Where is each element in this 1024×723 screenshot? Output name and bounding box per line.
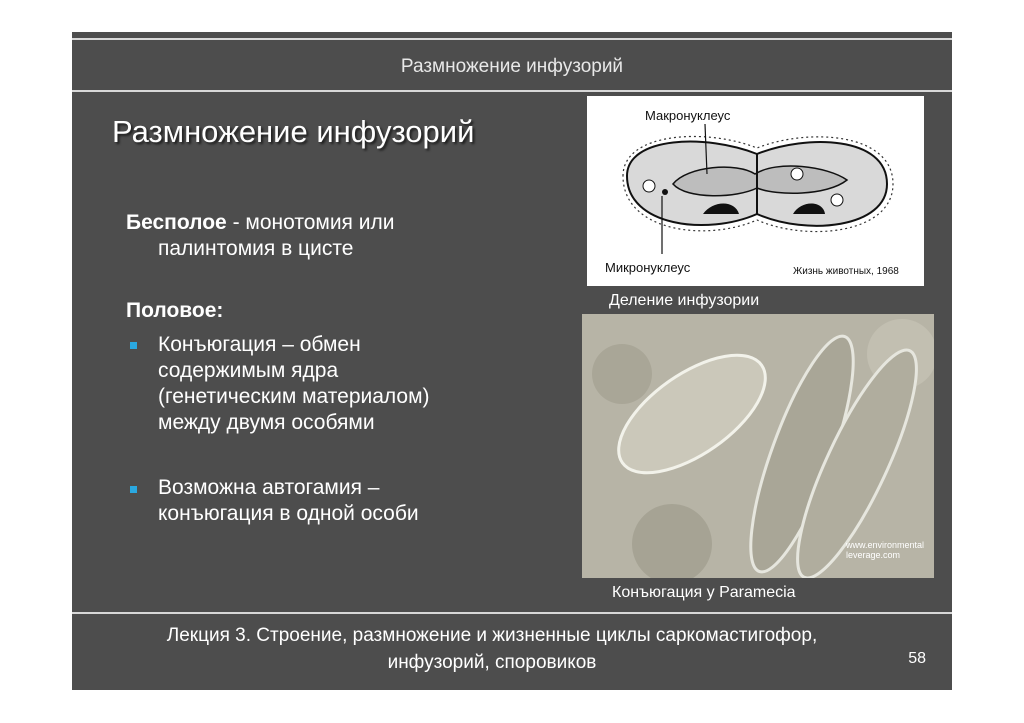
- asexual-term: Бесполое: [126, 211, 227, 234]
- micrograph-illustration: [582, 314, 934, 578]
- division-caption: Деление инфузории: [609, 292, 760, 309]
- conjugation-photo: [582, 314, 934, 578]
- bullet-marker: [130, 486, 137, 493]
- watermark-line2: leverage.com: [845, 550, 900, 560]
- bullet-1-line4: между двумя особями: [158, 411, 375, 434]
- slide-title: Размножение инфузорий: [112, 114, 475, 149]
- top-rule: [72, 38, 952, 40]
- photo-watermark: [846, 540, 924, 560]
- footer-line1: Лекция 3. Строение, размножение и жизненные циклы саркомастигофор,: [166, 625, 818, 646]
- page-number: 58: [908, 650, 926, 667]
- micronucleus-label: Микронуклеус: [605, 260, 691, 275]
- footer-rule: [72, 612, 952, 614]
- conjugation-caption: Конъюгация у Paramecia: [612, 584, 796, 601]
- bullet-1-line3: (генетическим материалом): [158, 385, 430, 408]
- header-rule: [72, 90, 952, 92]
- division-diagram: [587, 96, 924, 286]
- bullet-marker: [130, 342, 137, 349]
- bullet-2-line2: конъюгация в одной особи: [158, 502, 419, 525]
- asexual-line1: [126, 210, 394, 236]
- slide: [72, 32, 952, 690]
- macronucleus-label: Макронуклеус: [645, 108, 731, 123]
- asexual-line2: палинтомия в цисте: [158, 237, 354, 260]
- bullet-2-line1: Возможна автогамия –: [158, 476, 380, 499]
- sexual-heading: Половое:: [126, 299, 224, 322]
- figure-source: Жизнь животных, 1968: [793, 266, 899, 277]
- lecture-footer: [72, 622, 912, 676]
- bullet-1-line2: содержимым ядра: [158, 359, 339, 382]
- slide-header: Размножение инфузорий: [400, 56, 624, 77]
- bullet-1-line1: Конъюгация – обмен: [158, 333, 361, 356]
- footer-line2: инфузорий, споровиков: [387, 652, 597, 673]
- asexual-desc: - монотомия или: [226, 211, 395, 234]
- watermark-line1: www.environmental: [845, 540, 924, 550]
- paramecium-division-illustration: [587, 96, 924, 286]
